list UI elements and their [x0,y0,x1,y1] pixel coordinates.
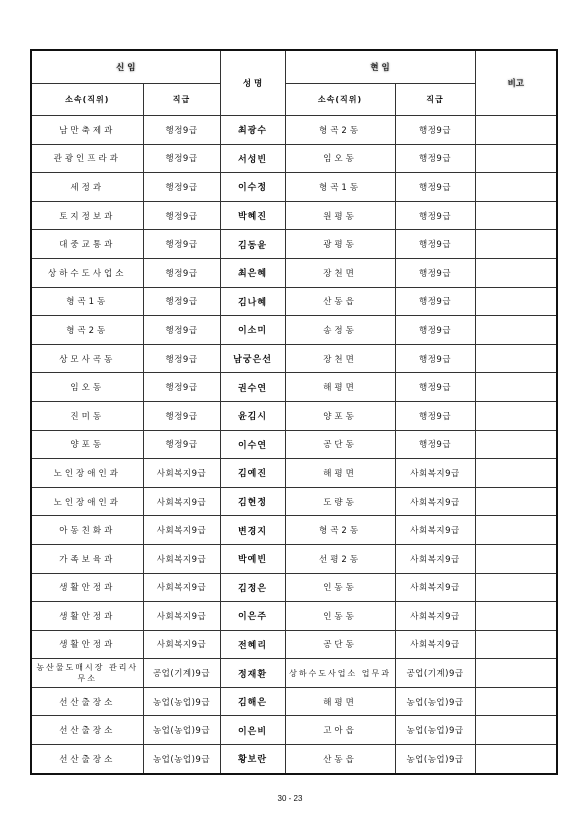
new-grade-cell: 행정9급 [143,401,220,430]
remarks-cell [475,144,557,173]
current-grade-cell: 사회복지9급 [395,459,475,488]
new-grade-cell: 행정9급 [143,144,220,173]
header-cur-dept: 소속(직위) [285,84,395,116]
new-dept-cell: 선산출장소 [31,716,143,745]
table-row [31,116,557,145]
current-grade-cell: 농업(농업)9급 [395,687,475,716]
name-cell: 김정은 [220,573,285,602]
remarks-cell [475,516,557,545]
table-row [31,373,557,402]
new-dept-cell: 노인장애인과 [31,459,143,488]
current-grade-cell: 행정9급 [395,258,475,287]
name-cell: 황보란 [220,745,285,774]
remarks-cell [475,573,557,602]
table-row [31,201,557,230]
current-dept-cell: 공단동 [285,430,395,459]
table-row [31,516,557,545]
table-row [31,573,557,602]
table-row [31,459,557,488]
table-row [31,602,557,631]
remarks-cell [475,544,557,573]
remarks-cell [475,287,557,316]
new-grade-cell: 사회복지9급 [143,459,220,488]
remarks-cell [475,373,557,402]
remarks-cell [475,602,557,631]
new-grade-cell: 행정9급 [143,116,220,145]
current-dept-cell: 인동동 [285,573,395,602]
table-body [31,116,557,774]
name-cell: 권수연 [220,373,285,402]
header-current-post: 현 임 [285,50,475,84]
table-row [31,659,557,688]
new-grade-cell: 사회복지9급 [143,516,220,545]
new-grade-cell: 농업(농업)9급 [143,716,220,745]
personnel-table [30,49,558,775]
new-grade-cell: 행정9급 [143,201,220,230]
table-row [31,716,557,745]
name-cell: 이은주 [220,602,285,631]
table-row [31,630,557,659]
header-new-dept: 소속(직위) [31,84,143,116]
current-dept-cell: 해평면 [285,459,395,488]
current-grade-cell: 행정9급 [395,401,475,430]
header-cur-grade: 직급 [395,84,475,116]
current-dept-cell: 형곡2동 [285,516,395,545]
remarks-cell [475,116,557,145]
new-grade-cell: 행정9급 [143,430,220,459]
current-dept-cell: 형곡1동 [285,173,395,202]
name-cell: 최은혜 [220,258,285,287]
table-row [31,173,557,202]
remarks-cell [475,401,557,430]
page-number: 30 - 23 [277,794,303,803]
new-dept-cell: 남만축제과 [31,116,143,145]
new-dept-cell: 선산출장소 [31,745,143,774]
new-dept-cell: 상하수도사업소 [31,258,143,287]
remarks-cell [475,630,557,659]
new-dept-cell: 토지정보과 [31,201,143,230]
table-row [31,687,557,716]
current-grade-cell: 행정9급 [395,144,475,173]
remarks-cell [475,344,557,373]
current-grade-cell: 행정9급 [395,430,475,459]
current-dept-cell: 산동읍 [285,745,395,774]
current-dept-cell: 형곡2동 [285,116,395,145]
name-cell: 박혜진 [220,201,285,230]
header-name: 성 명 [220,50,285,116]
table-row [31,344,557,373]
name-cell: 김해은 [220,687,285,716]
new-grade-cell: 공업(기계)9급 [143,659,220,688]
name-cell: 김나혜 [220,287,285,316]
current-dept-cell: 송정동 [285,316,395,345]
name-cell: 이수정 [220,173,285,202]
current-dept-cell: 양포동 [285,401,395,430]
name-cell: 김현정 [220,487,285,516]
remarks-cell [475,230,557,259]
remarks-cell [475,258,557,287]
current-grade-cell: 행정9급 [395,173,475,202]
new-grade-cell: 행정9급 [143,316,220,345]
header-new-grade: 직급 [143,84,220,116]
new-grade-cell: 농업(농업)9급 [143,745,220,774]
remarks-cell [475,659,557,688]
table-row [31,430,557,459]
remarks-cell [475,687,557,716]
remarks-cell [475,173,557,202]
new-grade-cell: 행정9급 [143,173,220,202]
table-row [31,487,557,516]
current-grade-cell: 사회복지9급 [395,602,475,631]
new-grade-cell: 사회복지9급 [143,573,220,602]
current-dept-cell: 인동동 [285,602,395,631]
new-grade-cell: 농업(농업)9급 [143,687,220,716]
current-dept-cell: 임오동 [285,144,395,173]
new-dept-cell: 진미동 [31,401,143,430]
new-dept-cell: 양포동 [31,430,143,459]
current-grade-cell: 사회복지9급 [395,516,475,545]
name-cell: 남궁은선 [220,344,285,373]
current-dept-cell: 도량동 [285,487,395,516]
name-cell: 이수연 [220,430,285,459]
table-row [31,544,557,573]
name-cell: 김동윤 [220,230,285,259]
name-cell: 변경지 [220,516,285,545]
remarks-cell [475,459,557,488]
new-grade-cell: 행정9급 [143,344,220,373]
name-cell: 최광수 [220,116,285,145]
table-row [31,287,557,316]
remarks-cell [475,716,557,745]
new-grade-cell: 사회복지9급 [143,544,220,573]
new-grade-cell: 사회복지9급 [143,602,220,631]
current-grade-cell: 농업(농업)9급 [395,716,475,745]
current-grade-cell: 행정9급 [395,344,475,373]
current-dept-cell: 원평동 [285,201,395,230]
current-grade-cell: 농업(농업)9급 [395,745,475,774]
current-dept-cell: 선평2동 [285,544,395,573]
name-cell: 이소미 [220,316,285,345]
new-dept-cell: 관광인프라과 [31,144,143,173]
new-dept-cell: 세정과 [31,173,143,202]
current-dept-cell: 해평면 [285,373,395,402]
current-grade-cell: 행정9급 [395,373,475,402]
table-row [31,258,557,287]
new-dept-cell: 형곡1동 [31,287,143,316]
name-cell: 서성빈 [220,144,285,173]
current-dept-cell: 공단동 [285,630,395,659]
new-dept-cell: 생활안정과 [31,602,143,631]
new-grade-cell: 사회복지9급 [143,487,220,516]
current-grade-cell: 사회복지9급 [395,630,475,659]
current-grade-cell: 공업(기계)9급 [395,659,475,688]
new-grade-cell: 행정9급 [143,258,220,287]
remarks-cell [475,316,557,345]
new-dept-cell: 생활안정과 [31,630,143,659]
current-grade-cell: 행정9급 [395,287,475,316]
current-grade-cell: 사회복지9급 [395,573,475,602]
new-grade-cell: 행정9급 [143,230,220,259]
name-cell: 전혜리 [220,630,285,659]
name-cell: 윤김시 [220,401,285,430]
current-dept-cell: 광평동 [285,230,395,259]
new-dept-cell: 선산출장소 [31,687,143,716]
name-cell: 박예빈 [220,544,285,573]
header-new-post: 신 임 [31,50,220,84]
current-grade-cell: 행정9급 [395,201,475,230]
current-dept-cell: 장천면 [285,344,395,373]
table-row [31,745,557,774]
new-dept-cell: 농산물도매시장 관리사무소 [31,659,143,688]
current-dept-cell: 해평면 [285,687,395,716]
current-dept-cell: 고아읍 [285,716,395,745]
current-grade-cell: 행정9급 [395,230,475,259]
new-grade-cell: 행정9급 [143,373,220,402]
remarks-cell [475,745,557,774]
new-dept-cell: 형곡2동 [31,316,143,345]
table-row [31,401,557,430]
remarks-cell [475,487,557,516]
new-dept-cell: 생활안정과 [31,573,143,602]
current-grade-cell: 사회복지9급 [395,544,475,573]
remarks-cell [475,430,557,459]
current-grade-cell: 사회복지9급 [395,487,475,516]
new-dept-cell: 대중교통과 [31,230,143,259]
new-dept-cell: 노인장애인과 [31,487,143,516]
current-dept-cell: 상하수도사업소 업무과 [285,659,395,688]
remarks-cell [475,201,557,230]
current-grade-cell: 행정9급 [395,116,475,145]
table-row [31,144,557,173]
name-cell: 정재환 [220,659,285,688]
table-row [31,230,557,259]
new-dept-cell: 아동친화과 [31,516,143,545]
current-dept-cell: 장천면 [285,258,395,287]
table-row [31,316,557,345]
name-cell: 김예진 [220,459,285,488]
header-remarks: 비고 [475,50,557,116]
current-grade-cell: 행정9급 [395,316,475,345]
current-dept-cell: 산동읍 [285,287,395,316]
name-cell: 이은비 [220,716,285,745]
new-grade-cell: 행정9급 [143,287,220,316]
new-grade-cell: 사회복지9급 [143,630,220,659]
new-dept-cell: 가족보육과 [31,544,143,573]
new-dept-cell: 상모사곡동 [31,344,143,373]
new-dept-cell: 임오동 [31,373,143,402]
